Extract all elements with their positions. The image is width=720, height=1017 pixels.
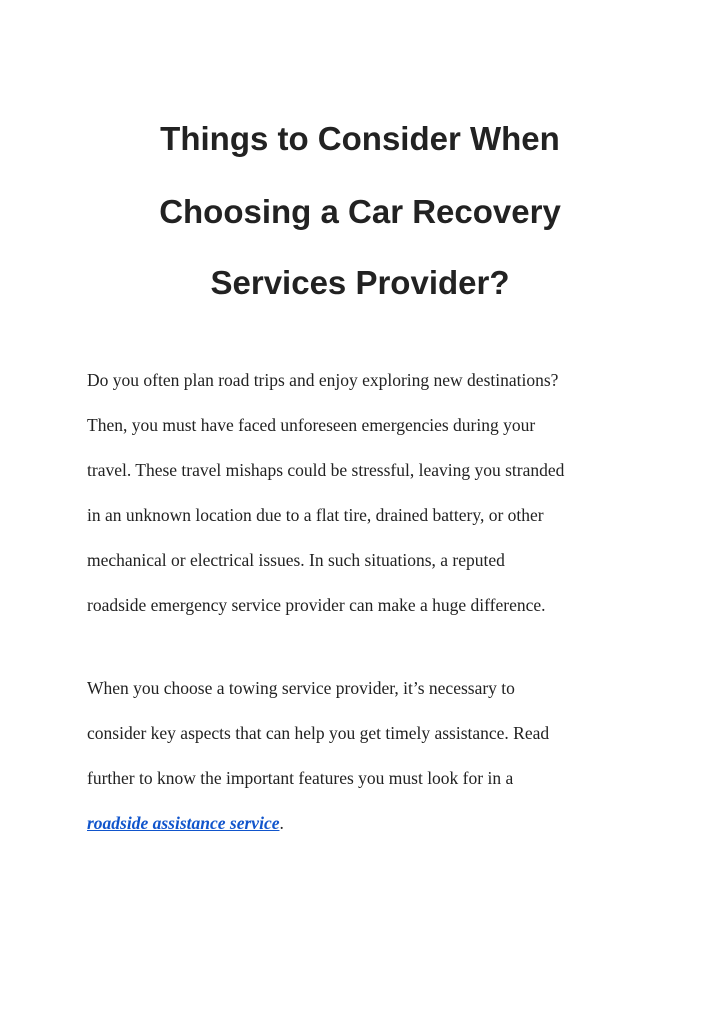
paragraph-1-line-3: travel. These travel mishaps could be stressful, leaving you stranded [87, 460, 565, 480]
page-title-line-2: Choosing a Car Recovery [159, 193, 561, 230]
roadside-assistance-link[interactable]: roadside assistance service [87, 813, 280, 833]
paragraph-1-line-2: Then, you must have faced unforeseen emergencies during your [87, 415, 536, 435]
paragraph-2-line-1: When you choose a towing service provider, it’s necessary to [87, 678, 515, 698]
paragraph-1-line-5: mechanical or electrical issues. In such situations, a reputed [87, 550, 505, 570]
paragraph-1-line-1: Do you often plan road trips and enjoy exploring new destinations? [87, 370, 559, 390]
paragraph-1-line-6: roadside emergency service provider can make a huge difference. [87, 595, 546, 615]
paragraph-2-line-3: further to know the important features you must look for in a [87, 768, 514, 788]
page-title-line-1: Things to Consider When [160, 120, 560, 157]
paragraph-2-line-4 [87, 813, 284, 834]
link-suffix: . [279, 813, 284, 833]
page-title-line-3: Services Provider? [210, 264, 510, 301]
paragraph-1-line-4: in an unknown location due to a flat tire, drained battery, or other [87, 505, 544, 525]
paragraph-2-line-2: consider key aspects that can help you get timely assistance. Read [87, 723, 550, 743]
